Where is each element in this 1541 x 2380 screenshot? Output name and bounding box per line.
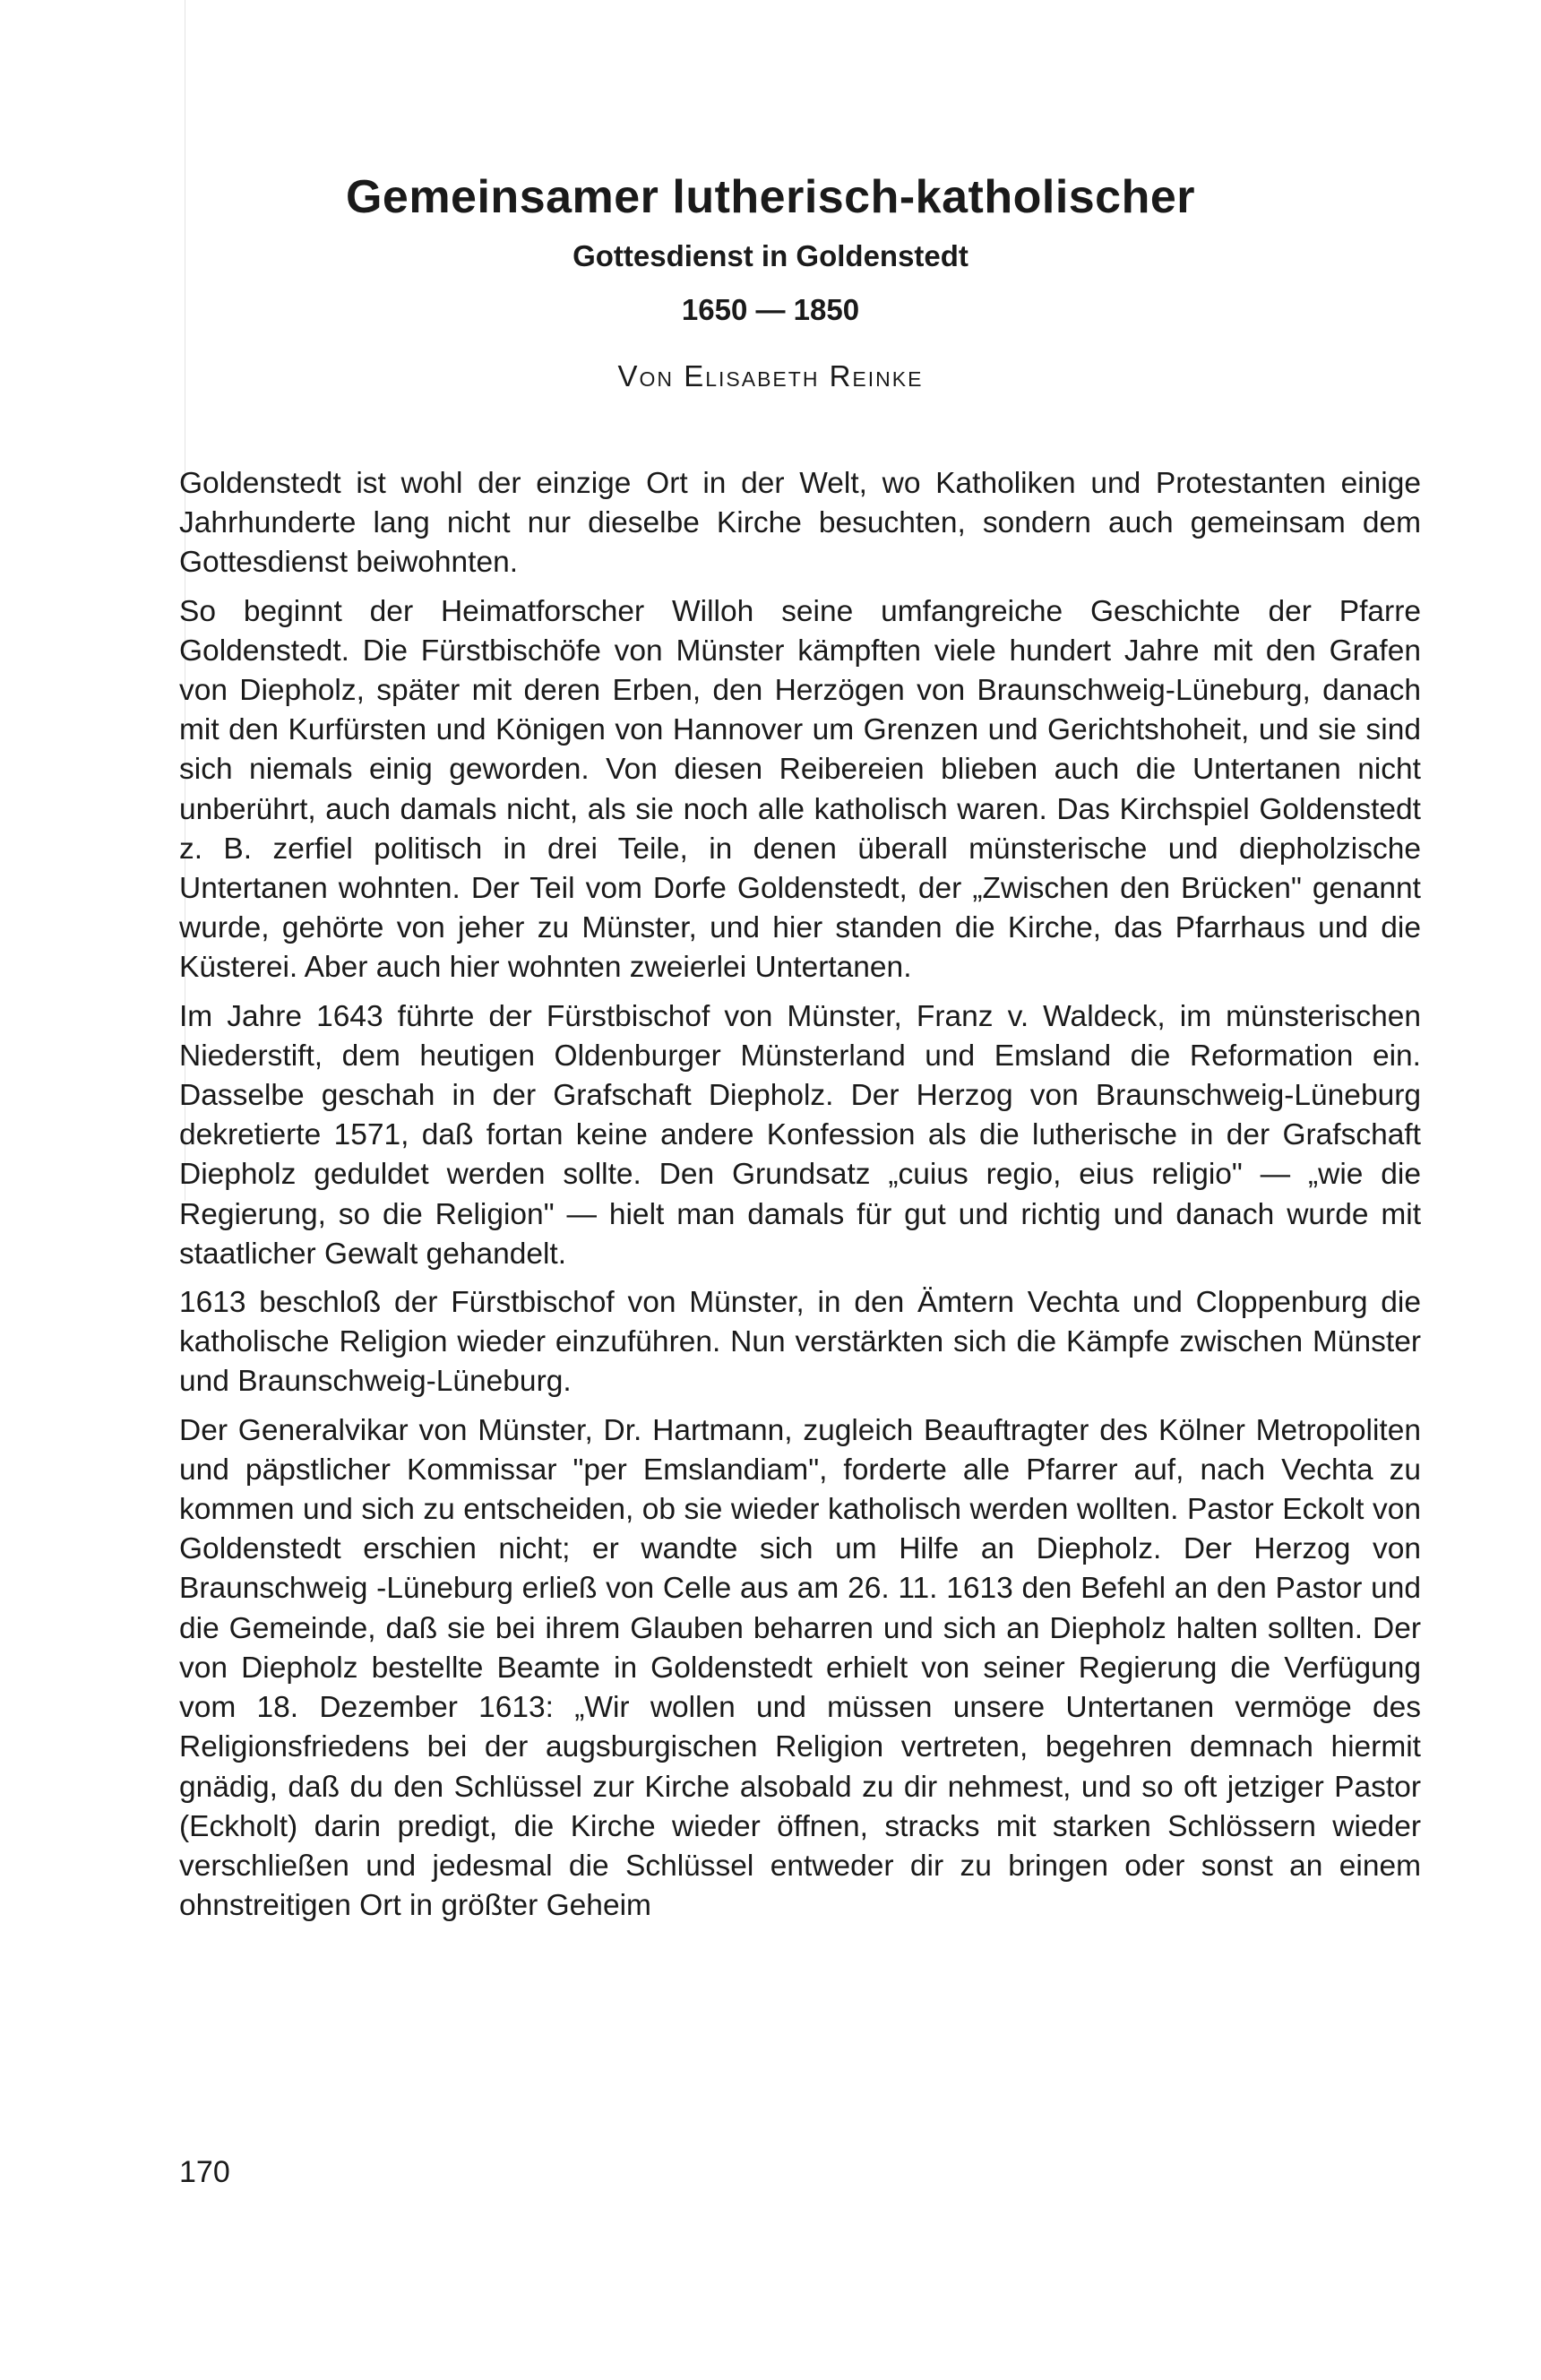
article-years: 1650 — 1850 — [681, 293, 860, 326]
paragraph: So beginnt der Heimatforscher Willoh seine umfangreiche Geschichte der Pfarre Goldenstedt. Die Fürstbischöfe von Münster kämpften viele hundert Jahre mit den Grafen von Diepholz, später mit deren Erben, den Herzögen von Braunschweig-Lüneburg, danach mit den Kurfürsten und Königen von Hannover um Grenzen und Gerichtshoheit, und sie sind sich niemals einig geworden. Von diesen Reibereien blieben auch die Untertanen nicht unberührt, auch damals nicht, als sie noch alle katholisch waren. Das Kirchspiel Goldenstedt z. B. zerfiel politisch in drei Teile, in denen überall münsterische und diepholzische Untertanen wohnten. Der Teil vom Dorfe Goldenstedt, der „Zwischen den Brücken" genannt wurde, gehörte von jeher zu Münster, und hier standen die Kirche, das Pfarrhaus und die Küsterei. Aber auch hier wohnten zweierlei Untertanen. — [179, 594, 1421, 985]
article-author: Von Elisabeth Reinke — [617, 359, 924, 392]
paragraph: Der Generalvikar von Münster, Dr. Hartmann, zugleich Beauftragter des Kölner Metropoliten und päpstlicher Kommissar "per Emslandiam", forderte alle Pfarrer auf, nach Vechta zu kommen und sich zu entscheiden, ob sie wieder katholisch werden wollten. Pastor Eckolt von Goldenstedt erschien nicht; er wandte sich um Hilfe an Diepholz. Der Herzog von Braunschweig -Lüneburg erließ von Celle aus am 26. 11. 1613 den Befehl an den Pastor und die Gemeinde, daß sie bei ihrem Glauben beharren und sich an Diepholz halten sollten. Der von Diepholz bestellte Beamte in Goldenstedt erhielt von seiner Regierung die Verfügung vom 18. Dezember 1613: „Wir wollen und müssen unsere Untertanen vermöge des Religionsfriedens bei der augsburgischen Religion vertreten, begehren demnach hiermit gnädig, daß du den Schlüssel zur Kirche alsobald zu dir nehmest, und so oft jetziger Pastor (Eckholt) darin predigt, die Kirche wieder öffnen, stracks mit starken Schlössern wieder verschließen und jedesmal die Schlüssel entweder dir zu bringen oder sonst an einem ohnstreitigen Ort in größter Geheim — [179, 1413, 1421, 1923]
paragraph: 1613 beschloß der Fürstbischof von Münster, in den Ämtern Vechta und Cloppenburg die katholische Religion wieder einzuführen. Nun verstärkten sich die Kämpfe zwischen Münster und Braunschweig-Lüneburg. — [179, 1286, 1421, 1399]
paragraph: Im Jahre 1643 führte der Fürstbischof von Münster, Franz v. Waldeck, im münsterischen Niederstift, dem heutigen Oldenburger Münsterland und Emsland die Reformation ein. Dasselbe geschah in der Grafschaft Diepholz. Der Herzog von Braunschweig-Lüneburg dekretierte 1571, daß fortan keine andere Konfession als die lutherische in der Grafschaft Diepholz geduldet werden sollte. Den Grundsatz „cuius regio, eius religio" — „wie die Regierung, so die Religion" — hielt man damals für gut und richtig und danach wurde mit staatlicher Gewalt gehandelt. — [179, 999, 1421, 1271]
page-number: 170 — [179, 2155, 230, 2189]
article-title: Gemeinsamer lutherisch-katholischer — [345, 171, 1196, 223]
article-subtitle: Gottesdienst in Goldenstedt — [572, 239, 969, 272]
paragraph: Goldenstedt ist wohl der einzige Ort in der Welt, wo Katholiken und Protestanten einige Jahrhunderte lang nicht nur dieselbe Kirche besuchten, sondern auch gemeinsam dem Gottesdienst beiwohnten. — [179, 467, 1421, 580]
article-body — [179, 464, 1421, 1935]
